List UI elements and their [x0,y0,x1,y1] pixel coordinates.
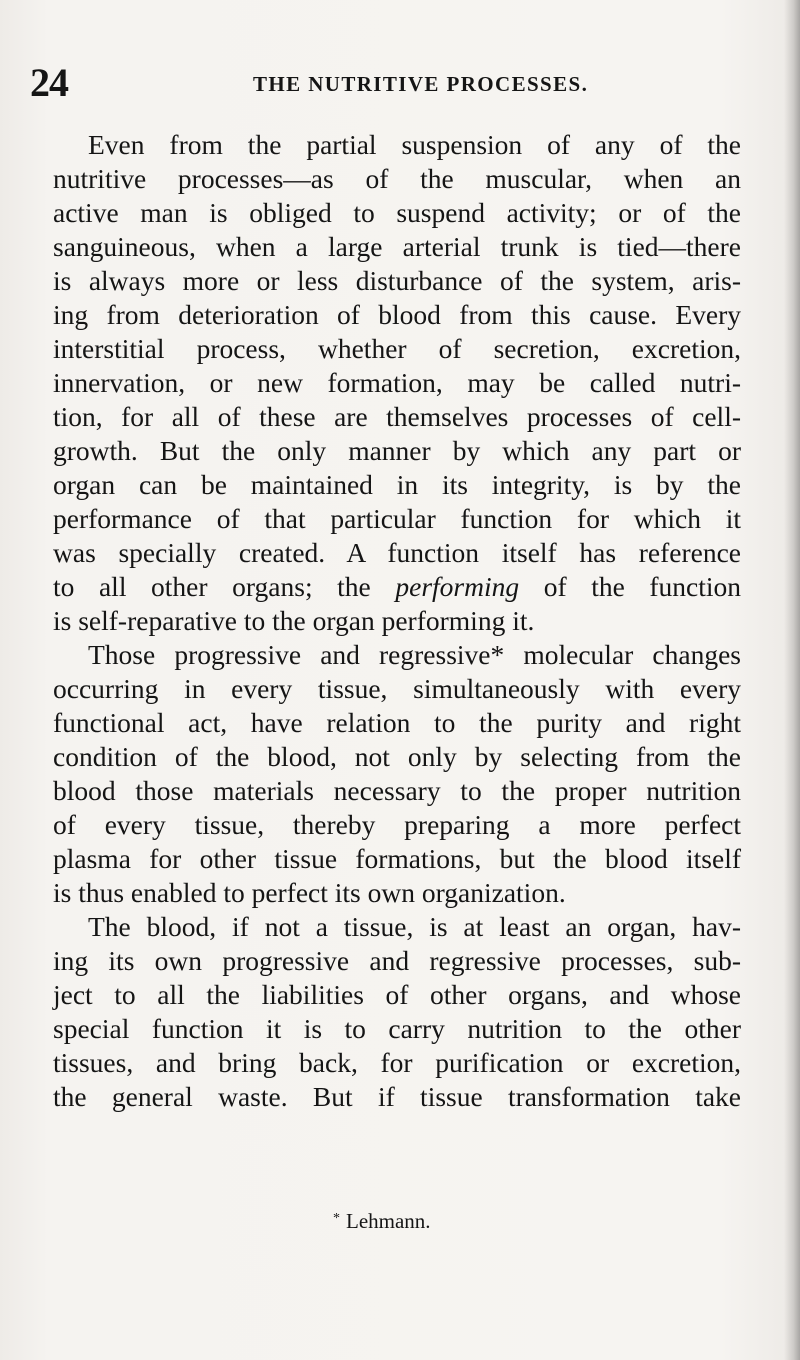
text-line: is thus enabled to perfect its own organization. [53,877,566,908]
page-header [30,58,790,108]
text-line: of every tissue, thereby preparing a more perfect [53,809,741,840]
text-line: active man is obliged to suspend activity; or of the [53,197,741,228]
text-line: ing from deterioration of blood from this cause. Every [53,299,741,330]
text-line: The blood, if not a tissue, is at least an organ, hav- [88,911,741,942]
text-line: plasma for other tissue formations, but the blood itself [53,843,741,874]
text-line-with-emphasis [53,570,741,604]
text-line: interstitial process, whether of secretion, excretion, [53,333,741,364]
text-line: occurring in every tissue, simultaneously with every [53,673,741,704]
text-line: blood those materials necessary to the proper nutrition [53,775,741,806]
text-line: Those progressive and regressive* molecular changes [88,639,741,670]
footnote-marker: * [333,1211,340,1226]
text-line: condition of the blood, not only by selecting from the [53,741,741,772]
page-edge-shadow [784,0,800,1360]
text-line: ject to all the liabilities of other organs, and whose [53,979,741,1010]
text-line: is self-reparative to the organ performing it. [53,605,535,636]
text-line: special function it is to carry nutrition to the other [53,1013,741,1044]
text-line: Even from the partial suspension of any of the [88,129,741,160]
page-number: 24 [30,60,68,105]
text-line: the general waste. But if tissue transformation take [53,1081,741,1112]
text-line: growth. But the only manner by which any part or [53,435,741,466]
text-segment: to all other organs; the [53,571,371,602]
text-line: organ can be maintained in its integrity, is by the [53,469,741,500]
footnote [333,1205,431,1235]
text-line: tion, for all of these are themselves processes of cell- [53,401,741,432]
running-head: THE NUTRITIVE PROCESSES. [253,72,589,96]
text-line: tissues, and bring back, for purification or excretion, [53,1047,741,1078]
text-segment: of the function [543,571,742,602]
text-line: ing its own progressive and regressive processes, sub- [53,945,741,976]
text-line: performance of that particular function for which it [53,503,741,534]
text-line: was specially created. A function itself has reference [53,537,741,568]
text-line: sanguineous, when a large arterial trunk is tied—there [53,231,741,262]
text-line: nutritive processes—as of the muscular, when an [53,163,741,194]
footnote-text: Lehmann. [346,1209,431,1233]
text-line: innervation, or new formation, may be called nutri- [53,367,741,398]
text-line: is always more or less disturbance of the system, aris- [53,265,741,296]
text-line: functional act, have relation to the purity and right [53,707,741,738]
italic-emphasis: performing [395,571,520,602]
